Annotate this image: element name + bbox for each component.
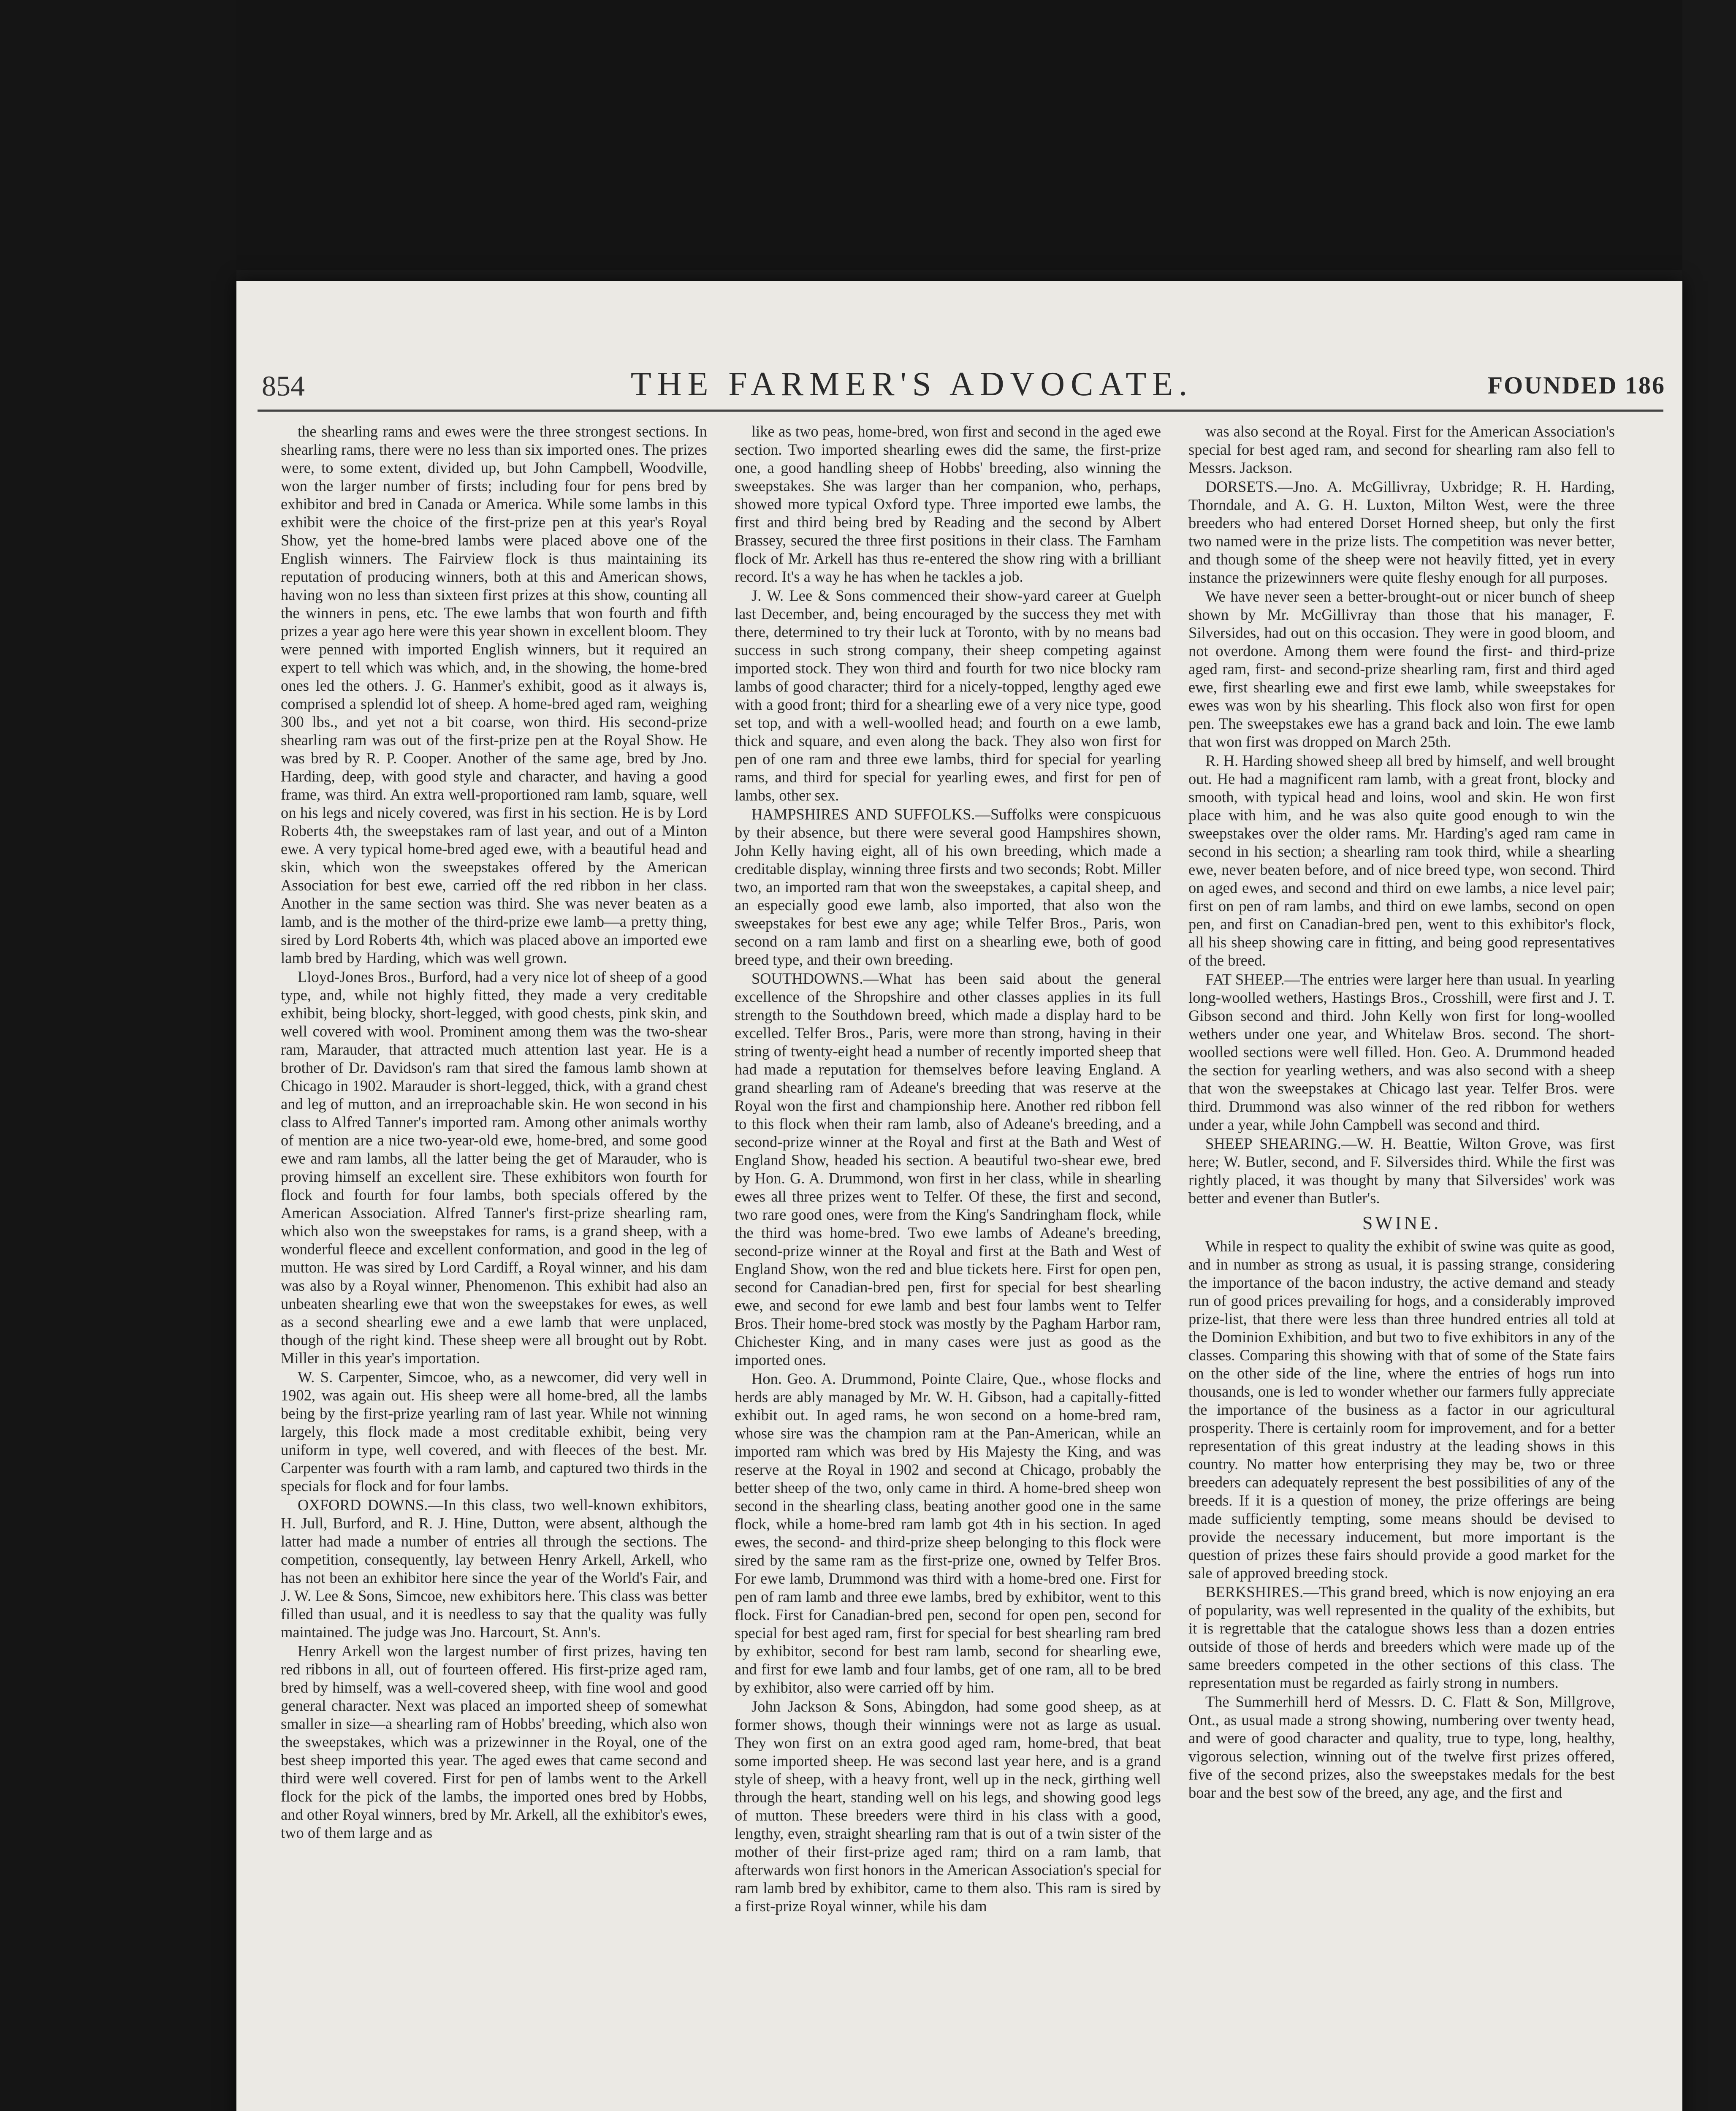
newspaper-page <box>236 281 1682 2111</box>
paragraph: HAMPSHIRES AND SUFFOLKS.—Suffolks were conspicuous by their absence, but there were several good Hampshires shown, John Kelly having eight, all of his own breeding, which made a creditable display, winning three firsts and two seconds; Robt. Miller two, an imported ram that won the sweepstakes, a capital sheep, and an especially good ewe lamb, also imported, that also won the sweepstakes for best ewe any age; while Telfer Bros., Paris, won second on a ram lamb and first on a shearling ewe, both of good breed type, and their own breeding. <box>735 806 1161 968</box>
faded-print-overlay <box>1188 1948 1615 2111</box>
paragraph: John Jackson & Sons, Abingdon, had some good sheep, as at former shows, though their winnings were not as large as usual. They won first on an extra good aged ram, home-bred, that beat some imported sheep. He was second last year here, and is a grand style of sheep, with a heavy front, well up in the neck, girthing well through the heart, standing well on his legs, and showing good legs of mutton. These breeders were third in his class with a good, lengthy, even, straight shearling ram that is out of a twin sister of the mother of their first-prize aged ram; third on a ram lamb, that afterwards won first honors in the American Association's special for ram lamb bred by exhibitor, came to them also. This ram is sired by a first-prize Royal winner, while his dam <box>735 1698 1161 1915</box>
paragraph: The Summerhill herd of Messrs. D. C. Flatt & Son, Millgrove, Ont., as usual made a strong showing, numbering over twenty head, and were of good character and quality, true to type, long, healthy, vigorous selection, winning out of the twelve first prizes offered, five of the second prizes, also the sweepstakes medals for the best boar and the best sow of the breed, any age, and the first and <box>1188 1693 1615 1801</box>
paragraph: BERKSHIRES.—This grand breed, which is now enjoying an era of popularity, was well represented in the quality of the exhibits, but it is regrettable that the catalogue shows less than a dozen entries outside of those of herds and breeders which were made up of the same breeders competed in the other sections of this class. The representation must be regarded as fairly strong in numbers. <box>1188 1583 1615 1691</box>
scan-background-right <box>1682 0 1736 2111</box>
header-rule <box>258 410 1663 412</box>
section-heading-swine: SWINE. <box>1362 1213 1441 1233</box>
paragraph: We have never seen a better-brought-out or nicer bunch of sheep shown by Mr. McGillivray than those that his manager, F. Silversides, had out on this occasion. They were in good bloom, and not overdone. Among them were found the first- and third-prize aged ram, first- and second-prize shearling ram, first and third aged ewe, first shearling ewe and first ewe lamb, while sweepstakes for ewes was won by his shearling. This flock also won first for open pen. The sweepstakes ewe has a grand back and loin. The ewe lamb that won first was dropped on March 25th. <box>1188 588 1615 750</box>
founded-label: FOUNDED 186 <box>1487 372 1665 399</box>
paragraph: SHEEP SHEARING.—W. H. Beattie, Wilton Grove, was first here; W. Butler, second, and F. Silversides third. While the first was rightly placed, it was thought by many that Silversides' work was better and evener than Butler's. <box>1188 1135 1615 1207</box>
paragraph: DORSETS.—Jno. A. McGillivray, Uxbridge; R. H. Harding, Thorndale, and A. G. H. Luxton, Milton West, were the three breeders who had entered Dorset Horned sheep, but only the first two named were in the prize lists. The competition was never better, and though some of the sheep were not heavily fitted, yet in every instance the prizewinners were quite fleshy enough for all purposes. <box>1188 478 1615 586</box>
paragraph: the shearling rams and ewes were the three strongest sections. In shearling rams, there were no less than six imported ones. The prizes were, to some extent, divided up, but John Campbell, Woodville, won the larger number of firsts; including four for pens bred by exhibitor and bred in Canada or America. While some lambs in this exhibit were the choice of the first-prize pen at this year's Royal Show, yet the home-bred lambs were placed above one of the English winners. The Fairview flock is thus maintaining its reputation of producing winners, both at this and American shows, having won no less than sixteen first prizes at this show, counting all the winners in pens, etc. The ewe lambs that won fourth and fifth prizes a year ago here were this year shown in excellent bloom. They were penned with imported English winners, but it required an expert to tell which was which, and, in the showing, the home-bred ones led the others. J. G. Hanmer's exhibit, good as it always is, comprised a splendid lot of sheep. A home-bred aged ram, weighing 300 lbs., and yet not a bit coarse, won third. His second-prize shearling ram was out of the first-prize pen at the Royal Show. He was bred by R. P. Cooper. Another of the same age, bred by Jno. Harding, deep, with good style and character, and having a good frame, was third. An extra well-proportioned ram lamb, square, well on his legs and nicely covered, was first in his section. He is by Lord Roberts 4th, the sweepstakes ram of last year, and out of a Minton ewe. A very typical home-bred aged ewe, with a beautiful head and skin, which won the sweepstakes offered by the American Association for best ewe, carried off the red ribbon in her class. Another in the same section was third. She was never beaten as a lamb, and is the mother of the third-prize ewe lamb—a pretty thing, sired by Lord Roberts 4th, which was placed above an imported ewe lamb bred by Harding, which was well grown. <box>281 423 707 966</box>
paragraph: Henry Arkell won the largest number of first prizes, having ten red ribbons in all, out of fourteen offered. His first-prize aged ram, bred by himself, was a well-covered sheep, with fine wool and good general character. Next was placed an imported sheep of somewhat smaller in size—a shearling ram of Hobbs' breeding, which also won the sweepstakes, which was a prizewinner in the Royal, one of the best sheep imported this year. The aged ewes that came second and third were well covered. First for pen of lambs went to the Arkell flock for the pick of the lambs, the imported ones bred by Hobbs, and other Royal winners, bred by Mr. Arkell, all the exhibitor's ewes, two of them large and as <box>281 1642 707 1841</box>
paragraph: like as two peas, home-bred, won first and second in the aged ewe section. Two imported shearling ewes did the same, the first-prize one, a good handling sheep of Hobbs' breeding, also winning the sweepstakes. She was larger than her companion, who, perhaps, showed more typical Oxford type. Three imported ewe lambs, the first and third being bred by Reading and the second by Albert Brassey, secured the three first positions in their class. The Farnham flock of Mr. Arkell has thus re-entered the show ring with a brilliant record. It's a way he has when he tackles a job. <box>735 423 1161 585</box>
article-column-3 <box>1188 422 1615 2111</box>
paragraph: While in respect to quality the exhibit of swine was quite as good, and in number as strong as usual, it is passing strange, considering the importance of the bacon industry, the active demand and steady run of good prices prevailing for hogs, and a considerably improved prize-list, that there were less than three hundred entries all told at the Dominion Exhibition, and but two to five exhibitors in any of the classes. Comparing this showing with that of some of the State fairs on the other side of the line, where the entries of hogs run into thousands, one is led to wonder whether our farmers fully appreciate the importance of the business as a factor in our agricultural prosperity. There is certainly room for improvement, and for a better representation of this great industry at the leading shows in this country. No matter how enterprising they may be, two or three breeders can adequately represent the best possibilities of any of the breeds. If it is a question of money, the prize offerings are being made sufficiently tempting, some means should be devised to provide the necessary inducement, but more important is the question of prizes these fairs should provide a good market for the sale of approved breeding stock. <box>1188 1237 1615 1582</box>
paragraph: W. S. Carpenter, Simcoe, who, as a newcomer, did very well in 1902, was again out. His sheep were all home-bred, all the lambs being by the first-prize yearling ram of last year. While not winning largely, this flock made a most creditable exhibit, being very uniform in type, well covered, and with fleeces of the best. Mr. Carpenter was fourth with a ram lamb, and captured two thirds in the specials for flock and for four lambs. <box>281 1368 707 1495</box>
scan-background-top <box>0 0 1736 270</box>
paragraph: FAT SHEEP.—The entries were larger here than usual. In yearling long-woolled wethers, Hastings Bros., Crosshill, were first and J. T. Gibson second and third. John Kelly won first for long-woolled wethers under one year, and Whitelaw Bros. second. The short-woolled sections were well filled. Hon. Geo. A. Drummond headed the section for yearling wethers, and was also second with a sheep that won the sweepstakes at Chicago last year. Telfer Bros. were third. Drummond was also winner of the red ribbon for wethers under a year, while John Campbell was second and third. <box>1188 971 1615 1133</box>
masthead <box>236 365 1682 403</box>
paragraph: SOUTHDOWNS.—What has been said about the general excellence of the Shropshire and other classes applies in its full strength to the Southdown breed, which made a display hard to be excelled. Telfer Bros., Paris, were more than strong, having in their string of twenty-eight head a number of recently imported sheep that had made a reputation for themselves before leaving England. A grand shearling ram of Adeane's breeding that was reserve at the Royal won the first and championship here. Another red ribbon fell to this flock when their ram lamb, also of Adeane's breeding, and a second-prize winner at the Royal and first at the Bath and West of England Show, headed his section. A beautiful two-shear ewe, bred by Hon. G. A. Drummond, won first in her class, while in shearling ewes all three prizes went to Telfer. Of these, the first and second, two rare good ones, were from the King's Sandringham flock, while the third was home-bred. Two ewe lambs of Adeane's breeding, second-prize winner at the Royal and first at the Bath and West of England Show, won the red and blue tickets here. First for open pen, second for Canadian-bred pen, first for special for best shearling ewe, and second for ewe lamb and best four lambs went to Telfer Bros. Their home-bred stock was mostly by the Pagham Harbor ram, Chichester King, and in many cases were just as good as the imported ones. <box>735 970 1161 1368</box>
article-column-1 <box>281 422 707 2111</box>
paragraph: J. W. Lee & Sons commenced their show-yard career at Guelph last December, and, being encouraged by the success they met with there, determined to try their luck at Toronto, with by no means bad success in such strong company, their sheep competing against imported stock. They won third and fourth for two nice blocky ram lambs of good character; third for a nicely-topped, lengthy aged ewe with a good front; third for a shearling ewe of a very nice type, good set top, and with a well-woolled head; and fourth on a ewe lamb, thick and square, and even along the back. They also won first for pen of one ram and three ewe lambs, third for special for yearling rams, and third for special for yearling ewes, and first for pen of lambs, other sex. <box>735 587 1161 804</box>
faded-print-overlay <box>281 2096 707 2111</box>
journal-title: THE FARMER'S ADVOCATE. <box>630 366 1194 403</box>
paragraph: Hon. Geo. A. Drummond, Pointe Claire, Que., whose flocks and herds are ably managed by Mr. W. H. Gibson, had a capitally-fitted exhibit out. In aged rams, he won second on a home-bred ram, whose sire was the champion ram at the Pan-American, while an imported ram which was bred by His Majesty the King, and was reserve at the Royal in 1902 and second at Chicago, probably the better sheep of the two, only came in third. A home-bred sheep won second in the shearling class, beating another good one in the same flock, while a home-bred ram lamb got 4th in his section. In aged ewes, the second- and third-prize sheep belonging to this flock were sired by the same ram as the first-prize one, owned by Telfer Bros. For ewe lamb, Drummond was third with a home-bred one. First for pen of ram lamb and three ewe lambs, bred by exhibitor, went to this flock. First for Canadian-bred pen, second for open pen, second for special for best aged ram, first for special for best shearling ram bred by exhibitor, second for best ram lamb, second for shearling ewe, and first for ewe lamb and four lambs, get of one ram, all to be bred by exhibitor, also were carried off by him. <box>735 1370 1161 1696</box>
paragraph: OXFORD DOWNS.—In this class, two well-known exhibitors, H. Jull, Burford, and R. J. Hine, Dutton, were absent, although the latter had made a number of entries all through the sections. The competition, consequently, lay between Henry Arkell, Arkell, who has not been an exhibitor here since the year of the World's Fair, and J. W. Lee & Sons, Simcoe, new exhibitors here. This class was better filled than usual, and it is needless to say that the quality was fully maintained. The judge was Jno. Harcourt, St. Ann's. <box>281 1496 707 1641</box>
paragraph: R. H. Harding showed sheep all bred by himself, and well brought out. He had a magnificent ram lamb, with a great front, blocky and smooth, with typical head and loins, wool and skin. He won first place with him, and he was also quite good enough to win the sweepstakes over the older rams. Mr. Harding's aged ram came in second in his section; a shearling ram took third, while a shearling ewe, never beaten before, and of nice breed type, won second. Third on aged ewes, and second and third on ewe lambs, a nice level pair; first on pen of ram lambs, and third on ewe lambs, second on open pen, and first on Canadian-bred pen, went to this exhibitor's flock, all his sheep showing care in fitting, and being good representatives of the breed. <box>1188 752 1615 969</box>
page-number: 854 <box>262 370 305 402</box>
article-column-2 <box>735 422 1161 2111</box>
paragraph: Lloyd-Jones Bros., Burford, had a very nice lot of sheep of a good type, and, while not highly fitted, they made a very creditable exhibit, being blocky, short-legged, with good chests, pink skin, and well covered with wool. Prominent among them was the two-shear ram, Marauder, that attracted much attention last year. He is a brother of Dr. Davidson's ram that sired the famous lamb shown at Chicago in 1902. Marauder is short-legged, thick, with a grand chest and leg of mutton, and an irreproachable skin. He won second in his class to Alfred Tanner's imported ram. Among other animals worthy of mention are a nice two-year-old ewe, home-bred, and some good ewe and ram lambs, all the latter being the get of Marauder, who is proving himself an excellent sire. These exhibitors won fourth for flock and fourth for four lambs, both specials offered by the American Association. Alfred Tanner's first-prize shearling ram, which also won the sweepstakes for rams, is a grand sheep, with a wonderful fleece and excellent conformation, and good in the leg of mutton. He was sired by Lord Cardiff, a Royal winner, and his dam was also by a Royal winner, Phenomenon. This exhibit had also an unbeaten shearling ewe that won the sweepstakes for ewes, as well as a second shearling ewe and a ewe lamb that were unplaced, though of the right kind. These sheep were all brought out by Robt. Miller in this year's importation. <box>281 968 707 1367</box>
paragraph: was also second at the Royal. First for the American Association's special for best aged ram, and second for shearling ram also fell to Messrs. Jackson. <box>1188 423 1615 476</box>
scan-background-left <box>0 0 236 2111</box>
